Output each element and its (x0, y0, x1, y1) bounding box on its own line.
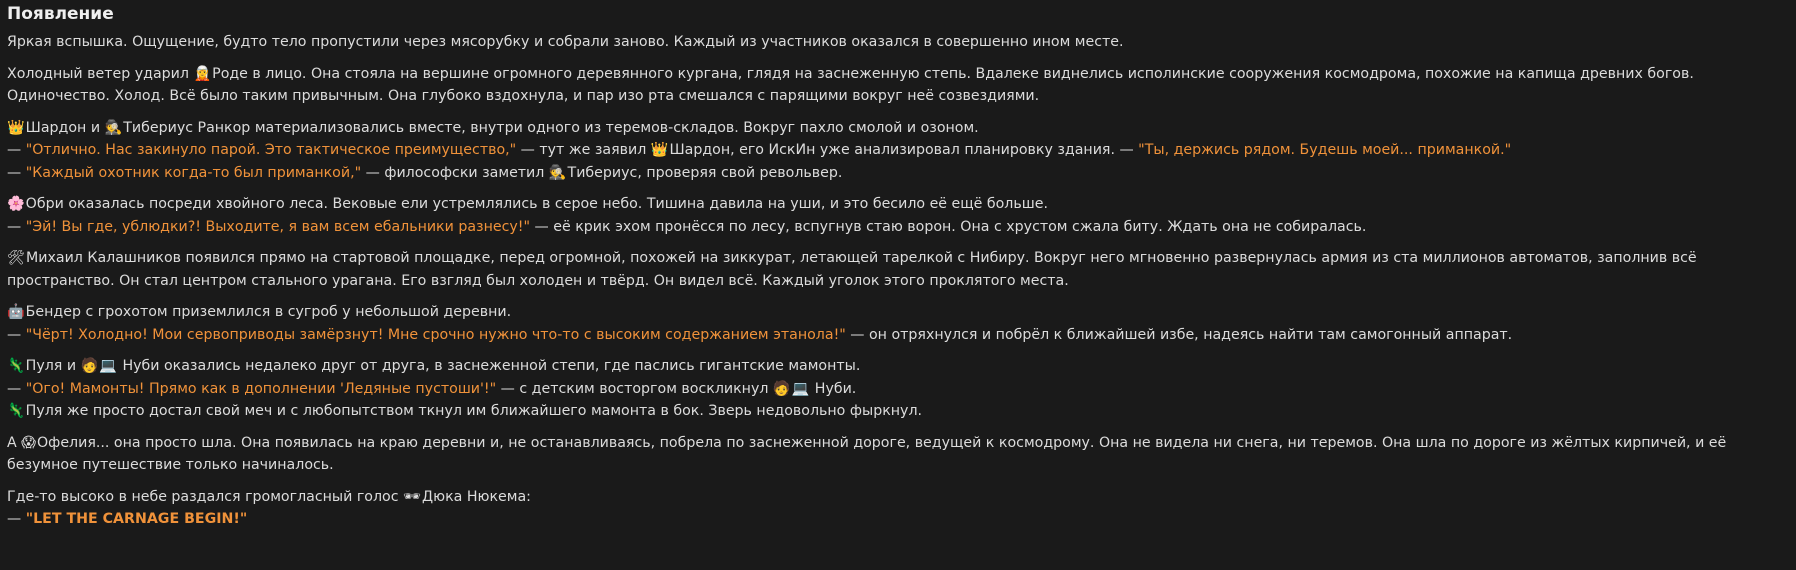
text-segment: — с детским восторгом воскликнул (496, 380, 773, 397)
crown-icon: 👑 (650, 142, 669, 158)
tools-icon: 🛠 (7, 250, 26, 266)
story-line (7, 486, 1789, 509)
paragraph-intro: Яркая вспышка. Ощущение, будто тело пропустили через мясорубку и собрали заново. Каждый из участников оказался в совершенно ином месте. (7, 34, 1124, 50)
dash: — (7, 164, 26, 181)
paragraph-obri (7, 193, 1789, 238)
quote: "Каждый охотник когда-то был приманкой," (25, 164, 362, 181)
text-segment: Шардон и (25, 119, 105, 136)
text-segment: Михаил Калашников появился прямо на стартовой площадке, перед огромной, похожей на зиккурат, летающей тарелкой с Нибиру. Вокруг него мгновенно развернулась армия из ста миллионов автоматов, заполнив всё пространство. Он стал центром стального урагана. Его взгляд был холоден и твёрд. Он видел всё. Каждый уголок этого проклятого места. (7, 250, 1697, 289)
person-icon: 🧑 (80, 358, 99, 374)
page-title: Появление (7, 4, 114, 24)
dash: — (7, 380, 26, 397)
text-segment: Обри оказалась посреди хвойного леса. Вековые ели устремлялись в серое небо. Тишина давила на уши, и это бесило её ещё больше. (25, 196, 1048, 212)
robot-icon: 🤖 (7, 304, 25, 320)
crown-icon: 👑 (7, 119, 25, 136)
elf-icon: 🧝 (193, 65, 212, 82)
detective-icon: 🕵 (104, 119, 123, 136)
paragraph-bender (7, 301, 1789, 346)
quote: "Ты, держись рядом. Будешь моей... приманкой." (1138, 142, 1512, 158)
text-segment: Роде в лицо. Она стояла на вершине огромного деревянного кургана, глядя на заснеженную степь. Вдалеке виднелись исполинские сооружения космодрома, похожие на капища древних богов. Одиночество. Холод. Всё было таким привычным. Она глубоко вздохнула, и пар изо рта смешался с парящими вокруг неё созвездиями. (7, 65, 1694, 104)
sunglasses-icon: 🕶 (403, 488, 422, 505)
paragraph-shardon-tiberius (7, 117, 1789, 185)
quote: "Эй! Вы где, ублюдки?! Выходите, я вам всем ебальники разнесу!" (25, 218, 531, 235)
text-segment: Нуби. (810, 380, 857, 397)
text-segment: Бендер с грохотом приземлился в сугроб у небольшой деревни. (25, 304, 512, 320)
paragraph-pulya-nubi (7, 355, 1789, 423)
detective-icon: 🕵 (548, 164, 567, 181)
dialogue-line (7, 162, 1789, 185)
flower-icon: 🌸 (7, 196, 25, 212)
quote: "Чёрт! Холодно! Мои сервоприводы замёрзнут! Мне срочно нужно что-то с высоким содержанием этанола!" (25, 326, 846, 343)
text-segment: — он отряхнулся и побрёл к ближайшей избе, надеясь найти там самогонный аппарат. (845, 326, 1513, 343)
laptop-icon: 💻 (791, 380, 810, 397)
quote: "Ого! Мамонты! Прямо как в дополнении 'Ледяные пустоши'!" (25, 380, 497, 397)
dialogue-line (7, 216, 1789, 239)
story-line (7, 301, 1789, 324)
scream-face-icon: 😱 (21, 434, 37, 451)
story-line (7, 355, 1789, 378)
text-segment: Где-то высоко в небе раздался громогласный голос (7, 488, 404, 505)
lizard-icon: 🦎 (7, 403, 25, 419)
story-line (7, 117, 1789, 140)
dialogue-line (7, 508, 1789, 531)
text-segment: Дюка Нюкема: (422, 488, 531, 505)
dash: — (7, 218, 26, 235)
text-segment: Холодный ветер ударил (7, 65, 194, 82)
dash: — (7, 511, 26, 527)
quote: "LET THE CARNAGE BEGIN!" (25, 511, 248, 527)
text-segment: Тибериус, проверяя свой револьвер. (567, 164, 843, 181)
text-segment: Пуля же просто достал свой меч и с любопытством ткнул им ближайшего мамонта в бок. Зверь недовольно фыркнул. (25, 403, 923, 419)
text-segment: А (7, 434, 22, 451)
text-segment: — её крик эхом пронёсся по лесу, вспугнув стаю ворон. Она с хрустом сжала биту. Ждать она не собиралась. (530, 218, 1367, 235)
text-segment: Пуля и (25, 358, 81, 374)
dash: — (7, 142, 26, 158)
text-segment: Тибериус Ранкор материализовались вместе, внутри одного из теремов-складов. Вокруг пахло смолой и озоном. (123, 119, 979, 136)
dialogue-line (7, 139, 1789, 162)
dialogue-line (7, 324, 1789, 347)
quote: "Отлично. Нас закинуло парой. Это тактическое преимущество," (25, 142, 517, 158)
lizard-icon: 🦎 (7, 358, 25, 374)
paragraph-ofelia (7, 432, 1789, 477)
story-line (7, 193, 1789, 216)
paragraph-kalashnikov (7, 247, 1789, 292)
story-line (7, 400, 1789, 423)
dialogue-line (7, 378, 1789, 401)
text-segment: — философски заметил (361, 164, 549, 181)
text-segment: Офелия... она просто шла. Она появилась на краю деревни и, не останавливаясь, побрела по заснеженной дороге, ведущей к космодрому. Она не видела ни снега, ни теремов. Она шла по дороге из жёлтых кирпичей, и её безумное путешествие только начиналось. (7, 434, 1727, 473)
paragraph-duke (7, 486, 1789, 531)
text-segment: Нуби оказались недалеко друг от друга, в заснеженной степи, где паслись гигантские мамонты. (117, 358, 861, 374)
person-icon: 🧑 (772, 380, 791, 397)
text-segment: — тут же заявил (516, 142, 651, 158)
text-segment: Шардон, его ИскИн уже анализировал планировку здания. — (669, 142, 1139, 158)
laptop-icon: 💻 (99, 358, 117, 374)
dash: — (7, 326, 26, 343)
paragraph-roda (7, 63, 1789, 108)
